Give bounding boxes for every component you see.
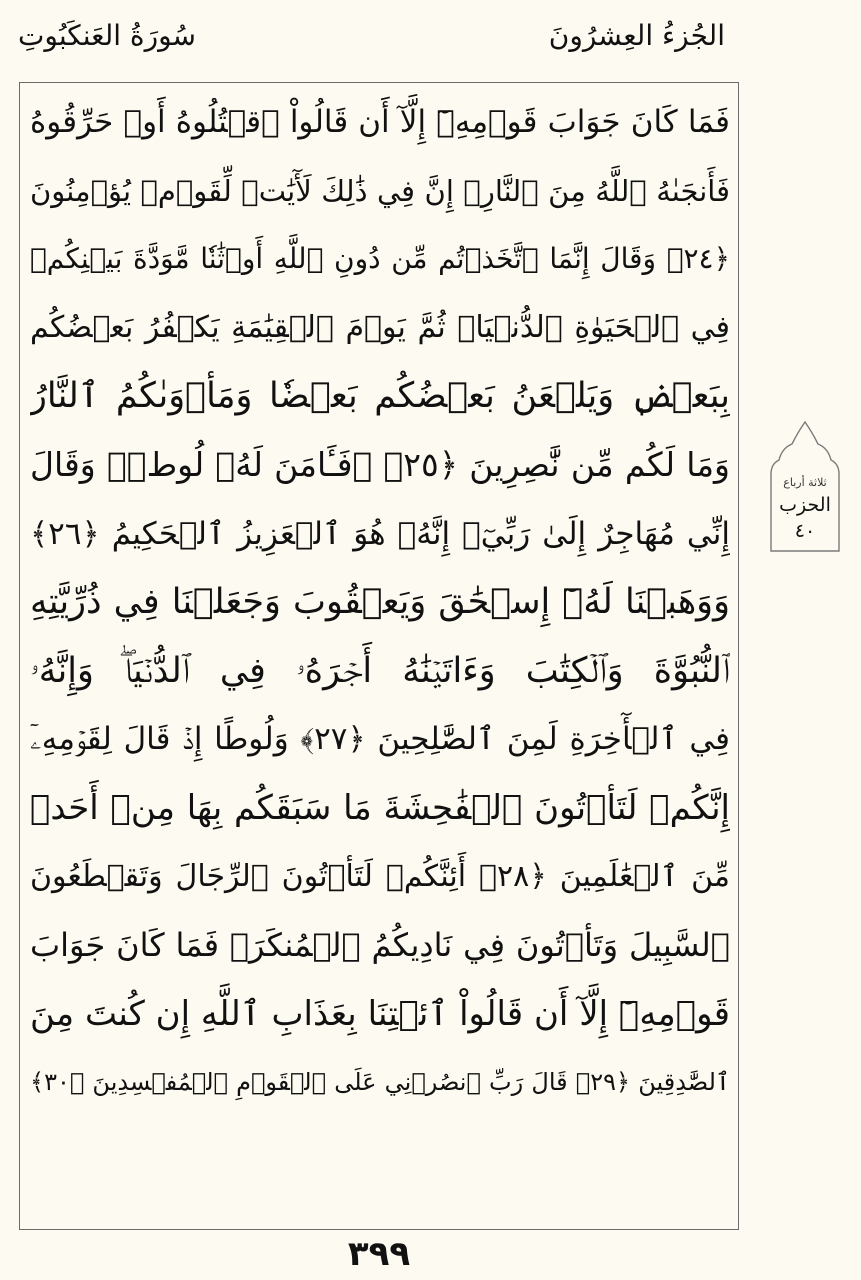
hizb-number: ٤٠ xyxy=(794,520,816,542)
text-line: قَوۡمِهِۦٓ إِلَّآ أَن قَالُواْ ٱئۡتِنَا بِعَذَابِ ٱللَّهِ إِن كُنتَ مِنَ xyxy=(30,993,730,1034)
text-line: وَوَهَبۡنَا لَهُۥٓ إِسۡحَٰقَ وَيَعۡقُوبَ وَجَعَلۡنَا فِي ذُرِّيَّتِهِ xyxy=(30,582,730,623)
text-line: فَأَنجَىٰهُ ٱللَّهُ مِنَ ٱلنَّارِۚ إِنَّ فِي ذَٰلِكَ لَأٓيَٰتٖ لِّقَوۡمٖ يُؤۡمِنُونَ xyxy=(30,173,730,208)
hizb-marker xyxy=(768,418,842,554)
text-line: فِي ٱلۡحَيَوٰةِ ٱلدُّنۡيَاۖ ثُمَّ يَوۡمَ ٱلۡقِيَٰمَةِ يَكۡفُرُ بَعۡضُكُم xyxy=(30,309,730,345)
text-line: ﴿٢٤﴾ وَقَالَ إِنَّمَا ٱتَّخَذۡتُم مِّن دُونِ ٱللَّهِ أَوۡثَٰنٗا مَّوَدَّةَ بَيۡنِكُمۡ xyxy=(30,242,730,276)
juz-title: الجُزءُ العِشرُونَ xyxy=(548,19,725,52)
text-line: إِنَّكُمۡ لَتَأۡتُونَ ٱلۡفَٰحِشَةَ مَا سَبَقَكُم بِهَا مِنۡ أَحَدٖ xyxy=(30,787,730,828)
hizb-quarter-label: ثلاثة أرباع xyxy=(783,476,827,489)
text-line: بِبَعۡضٖ وَيَلۡعَنُ بَعۡضُكُم بَعۡضٗا وَمَأۡوَىٰكُمُ ٱلنَّارُ xyxy=(30,376,730,417)
text-line: فَمَا كَانَ جَوَابَ قَوۡمِهِۦٓ إِلَّآ أَن قَالُواْ ٱقۡتُلُوهُ أَوۡ حَرِّقُوهُ xyxy=(30,104,730,140)
text-line: ٱلسَّبِيلَ وَتَأۡتُونَ فِي نَادِيكُمُ ٱلۡمُنكَرَۖ فَمَا كَانَ جَوَابَ xyxy=(30,926,730,965)
text-line: فِي ٱلۡأٓخِرَةِ لَمِنَ ٱلصَّٰلِحِينَ ﴿٢٧﴾ وَلُوطًا إِذۡ قَالَ لِقَوۡمِهِۦٓ xyxy=(30,721,730,758)
verse-text-block xyxy=(30,88,730,1117)
page-number: ٣٩٩ xyxy=(347,1234,411,1274)
text-line: ٱلصَّٰدِقِينَ ﴿٢٩﴾ قَالَ رَبِّ ٱنصُرۡنِي عَلَى ٱلۡقَوۡمِ ٱلۡمُفۡسِدِينَ ﴿٣٠﴾ xyxy=(30,1068,730,1097)
text-line: ٱلنُّبُوَّةَ وَٱلۡكِتَٰبَ وَءَاتَيۡنَٰهُ أَجۡرَهُۥ فِي ٱلدُّنۡيَاۖ وَإِنَّهُۥ xyxy=(30,650,730,691)
hizb-label: الحزب xyxy=(779,494,831,516)
text-line: وَمَا لَكُم مِّن نَّٰصِرِينَ ﴿٢٥﴾ ۞فَـَٔامَنَ لَهُۥ لُوطٞۘ وَقَالَ xyxy=(30,444,730,484)
text-line: إِنِّي مُهَاجِرٌ إِلَىٰ رَبِّيٓۖ إِنَّهُۥ هُوَ ٱلۡعَزِيزُ ٱلۡحَكِيمُ ﴿٢٦﴾ xyxy=(30,515,730,552)
surah-title: سُورَةُ العَنكَبُوتِ xyxy=(18,19,197,52)
text-line: مِّنَ ٱلۡعَٰلَمِينَ ﴿٢٨﴾ أَئِنَّكُمۡ لَتَأۡتُونَ ٱلرِّجَالَ وَتَقۡطَعُونَ xyxy=(30,858,730,894)
